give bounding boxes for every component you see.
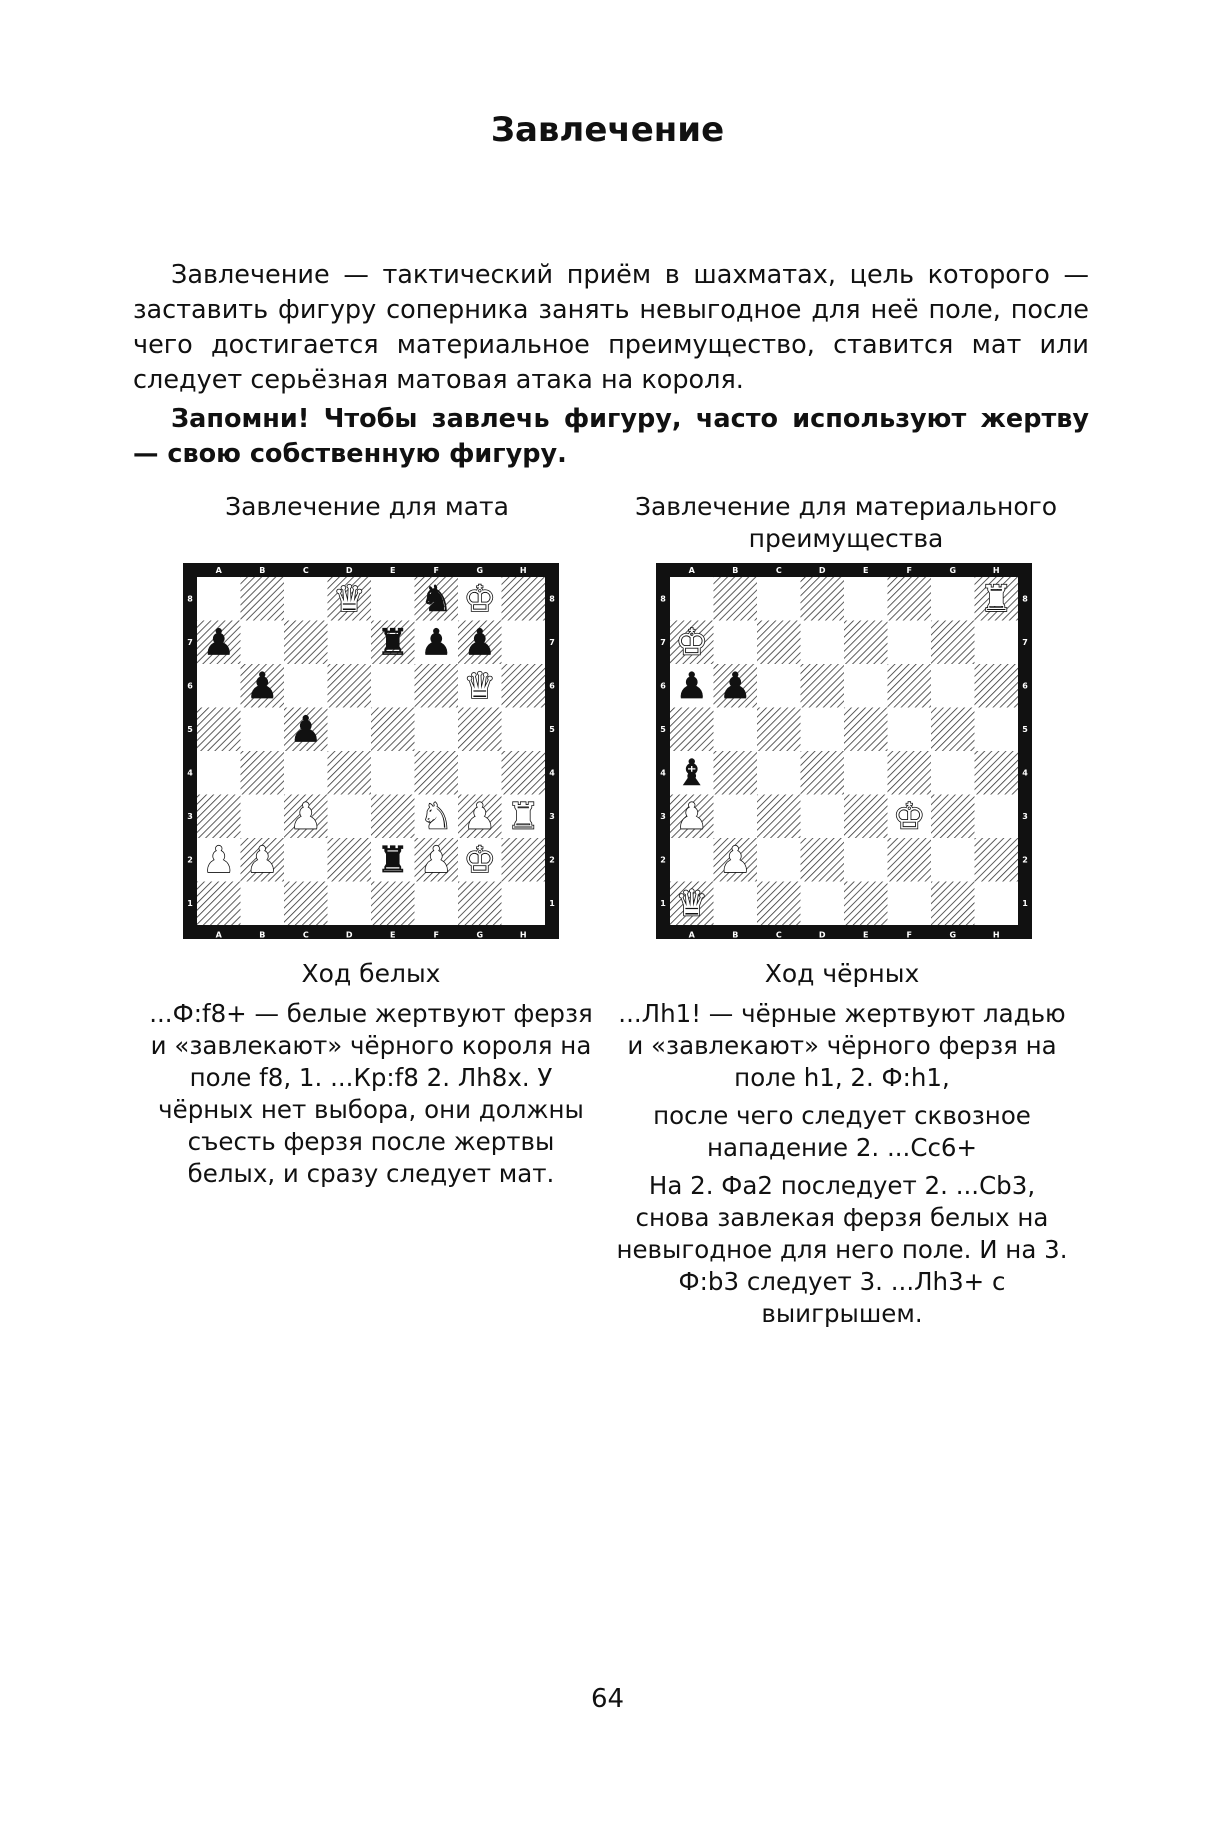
dark-square (371, 882, 415, 926)
file-label: G (949, 566, 957, 575)
white-pawn-icon: ♟ (202, 839, 235, 881)
light-square (284, 751, 328, 795)
rank-label: 8 (187, 594, 193, 604)
diagram-right-caption: Ход чёрных (764, 959, 920, 988)
light-square (241, 882, 285, 926)
light-square (328, 882, 372, 926)
diagram-right-paragraph-1: ...Лh1! — чёрные жертвуют ладью и «завлекают» чёрного ферзя на поле h1, 2. Ф:h1, (618, 999, 1066, 1092)
light-square (714, 708, 758, 752)
light-square (888, 708, 932, 752)
rank-label: 8 (660, 594, 666, 604)
light-square (975, 882, 1019, 926)
light-square (197, 664, 241, 708)
chessboard-right (656, 563, 1032, 939)
white-pawn-icon: ♟ (420, 839, 453, 881)
light-square (801, 708, 845, 752)
dark-square (888, 838, 932, 882)
file-label: C (302, 566, 309, 575)
file-label: A (688, 566, 695, 575)
rank-label: 7 (549, 637, 555, 647)
light-square (801, 795, 845, 839)
black-knight-icon: ♞ (420, 578, 453, 620)
light-square (328, 708, 372, 752)
rank-label: 8 (549, 594, 555, 604)
black-pawn-icon: ♟ (420, 622, 453, 664)
diagram-left-description (143, 998, 599, 1196)
rank-label: 1 (1022, 898, 1028, 908)
light-square (931, 838, 975, 882)
file-label: G (476, 930, 484, 939)
dark-square (241, 577, 285, 621)
light-square (844, 664, 888, 708)
rank-label: 7 (660, 637, 666, 647)
dark-square (714, 577, 758, 621)
dark-square (975, 751, 1019, 795)
rank-label: 6 (549, 681, 555, 691)
rank-label: 7 (1022, 637, 1028, 647)
light-square (415, 882, 459, 926)
white-king-icon: ♚ (463, 839, 496, 881)
file-label: F (433, 566, 439, 575)
white-rook-icon: ♜ (507, 796, 540, 838)
black-rook-icon: ♜ (376, 839, 409, 881)
light-square (197, 751, 241, 795)
intro-paragraph: Завлечение — тактический приём в шахматах, цель которого — заставить фигуру соперника занять невыгодное для неё поле, после чего достигается материальное преимущество, ставится мат или следует серьёзная матовая атака на короля. (133, 260, 1089, 395)
dark-square (844, 708, 888, 752)
diagram-right-title: Завлечение для материального преимущества (634, 492, 1058, 553)
file-label: B (732, 930, 739, 939)
rank-label: 2 (1022, 855, 1028, 865)
dark-square (757, 882, 801, 926)
file-label: B (259, 930, 266, 939)
file-label: E (390, 930, 396, 939)
light-square (502, 882, 546, 926)
light-square (241, 708, 285, 752)
file-label: E (863, 566, 869, 575)
light-square (241, 795, 285, 839)
black-pawn-icon: ♟ (675, 665, 708, 707)
light-square (458, 751, 502, 795)
dark-square (415, 664, 459, 708)
dark-square (328, 664, 372, 708)
light-square (931, 664, 975, 708)
light-square (241, 621, 285, 665)
file-label: G (476, 566, 484, 575)
file-label: D (818, 930, 826, 939)
file-label: E (390, 566, 396, 575)
dark-square (284, 621, 328, 665)
rank-label: 3 (549, 811, 555, 821)
light-square (714, 795, 758, 839)
dark-square (931, 708, 975, 752)
light-square (284, 838, 328, 882)
light-square (844, 838, 888, 882)
light-square (888, 621, 932, 665)
dark-square (931, 882, 975, 926)
dark-square (801, 664, 845, 708)
white-pawn-icon: ♟ (719, 839, 752, 881)
dark-square (801, 577, 845, 621)
dark-square (931, 795, 975, 839)
dark-square (328, 751, 372, 795)
light-square (931, 751, 975, 795)
light-square (328, 795, 372, 839)
chessboard-right-svg (656, 563, 1032, 939)
white-queen-icon: ♛ (463, 665, 496, 707)
light-square (502, 708, 546, 752)
file-label: F (906, 930, 912, 939)
rank-label: 3 (660, 811, 666, 821)
dark-square (415, 751, 459, 795)
rank-label: 7 (187, 637, 193, 647)
diagram-left-paragraph: ...Ф:f8+ — белые жертвуют ферзя и «завлекают» чёрного короля на поле f8, 1. ...Кр:f8 2. Лh8х. У чёрных нет выбора, они должны съесть ферзя после жертвы белых, и сразу следует мат. (149, 999, 593, 1188)
dark-square (975, 664, 1019, 708)
light-square (975, 795, 1019, 839)
rank-label: 1 (660, 898, 666, 908)
dark-square (844, 882, 888, 926)
white-king-icon: ♚ (463, 578, 496, 620)
file-label: B (259, 566, 266, 575)
light-square (197, 577, 241, 621)
diagram-right-title-block (626, 491, 1066, 555)
light-square (670, 838, 714, 882)
file-label: G (949, 930, 957, 939)
dark-square (844, 795, 888, 839)
dark-square (888, 664, 932, 708)
light-square (757, 664, 801, 708)
white-pawn-icon: ♟ (289, 796, 322, 838)
dark-square (502, 838, 546, 882)
dark-square (197, 708, 241, 752)
black-pawn-icon: ♟ (289, 709, 322, 751)
file-label: H (992, 566, 1000, 575)
file-label: D (818, 566, 826, 575)
rank-label: 4 (1022, 768, 1028, 778)
light-square (757, 838, 801, 882)
light-square (328, 621, 372, 665)
rank-label: 6 (660, 681, 666, 691)
white-pawn-icon: ♟ (463, 796, 496, 838)
dark-square (502, 664, 546, 708)
dark-square (197, 795, 241, 839)
dark-square (284, 882, 328, 926)
dark-square (931, 621, 975, 665)
rank-label: 4 (549, 768, 555, 778)
light-square (415, 708, 459, 752)
dark-square (888, 577, 932, 621)
light-square (670, 577, 714, 621)
rank-label: 2 (549, 855, 555, 865)
rank-label: 4 (660, 768, 666, 778)
chessboard-left-svg (183, 563, 559, 939)
rank-label: 5 (660, 724, 666, 734)
light-square (757, 751, 801, 795)
light-square (714, 621, 758, 665)
rank-label: 5 (1022, 724, 1028, 734)
dark-square (975, 838, 1019, 882)
file-label: D (345, 566, 353, 575)
white-king-icon: ♚ (893, 796, 926, 838)
light-square (502, 621, 546, 665)
light-square (371, 751, 415, 795)
dark-square (801, 751, 845, 795)
file-label: B (732, 566, 739, 575)
rank-label: 6 (1022, 681, 1028, 691)
file-label: A (215, 930, 222, 939)
dark-square (328, 838, 372, 882)
black-pawn-icon: ♟ (463, 622, 496, 664)
light-square (931, 577, 975, 621)
dark-square (502, 751, 546, 795)
file-label: C (775, 566, 782, 575)
dark-square (757, 795, 801, 839)
file-label: H (519, 566, 527, 575)
rank-label: 5 (549, 724, 555, 734)
black-pawn-icon: ♟ (246, 665, 279, 707)
rank-label: 2 (187, 855, 193, 865)
diagram-left-title: Завлечение для мата (225, 492, 509, 521)
rank-label: 3 (1022, 811, 1028, 821)
dark-square (670, 708, 714, 752)
rank-label: 6 (187, 681, 193, 691)
rank-label: 1 (187, 898, 193, 908)
file-label: H (519, 930, 527, 939)
dark-square (371, 708, 415, 752)
diagram-right-description (612, 998, 1072, 1336)
white-pawn-icon: ♟ (675, 796, 708, 838)
light-square (801, 882, 845, 926)
file-label: A (215, 566, 222, 575)
dark-square (844, 621, 888, 665)
rank-label: 1 (549, 898, 555, 908)
white-queen-icon: ♛ (333, 578, 366, 620)
light-square (844, 751, 888, 795)
dark-square (714, 751, 758, 795)
rank-label: 5 (187, 724, 193, 734)
black-pawn-icon: ♟ (202, 622, 235, 664)
dark-square (757, 708, 801, 752)
dark-square (197, 882, 241, 926)
light-square (844, 577, 888, 621)
file-label: C (775, 930, 782, 939)
diagram-right-paragraph-2: после чего следует сквозное нападение 2. ...Сс6+ (653, 1101, 1031, 1162)
dark-square (502, 577, 546, 621)
rank-label: 3 (187, 811, 193, 821)
file-label: F (433, 930, 439, 939)
remember-note: Запомни! Чтобы завлечь фигуру, часто используют жертву — свою собственную фигуру. (133, 404, 1089, 469)
light-square (371, 577, 415, 621)
light-square (714, 882, 758, 926)
dark-square (241, 751, 285, 795)
diagram-right-paragraph-3: На 2. Фа2 последует 2. ...Сb3, снова завлекая ферзя белых на невыгодное для него поле. И на 3. Ф:b3 следует 3. ...Лh3+ с выигрышем. (616, 1171, 1068, 1328)
diagram-left-title-block (143, 491, 591, 523)
light-square (888, 882, 932, 926)
dark-square (458, 882, 502, 926)
white-pawn-icon: ♟ (246, 839, 279, 881)
page-number: 64 (590, 1684, 625, 1714)
dark-square (371, 795, 415, 839)
white-knight-icon: ♞ (420, 796, 453, 838)
light-square (284, 664, 328, 708)
file-label: H (992, 930, 1000, 939)
light-square (975, 708, 1019, 752)
file-label: D (345, 930, 353, 939)
diagram-left-caption: Ход белых (301, 959, 441, 988)
file-label: F (906, 566, 912, 575)
chessboard-left (183, 563, 559, 939)
light-square (371, 664, 415, 708)
dark-square (801, 838, 845, 882)
rank-label: 2 (660, 855, 666, 865)
white-rook-icon: ♜ (980, 578, 1013, 620)
dark-square (458, 708, 502, 752)
black-rook-icon: ♜ (376, 622, 409, 664)
white-king-icon: ♚ (675, 622, 708, 664)
light-square (975, 621, 1019, 665)
file-label: A (688, 930, 695, 939)
file-label: C (302, 930, 309, 939)
light-square (757, 577, 801, 621)
black-bishop-icon: ♝ (675, 752, 708, 794)
file-label: E (863, 930, 869, 939)
rank-label: 8 (1022, 594, 1028, 604)
white-queen-icon: ♛ (675, 883, 708, 925)
dark-square (888, 751, 932, 795)
black-pawn-icon: ♟ (719, 665, 752, 707)
light-square (284, 577, 328, 621)
dark-square (757, 621, 801, 665)
rank-label: 4 (187, 768, 193, 778)
page-title: Завлечение (490, 110, 725, 150)
light-square (801, 621, 845, 665)
